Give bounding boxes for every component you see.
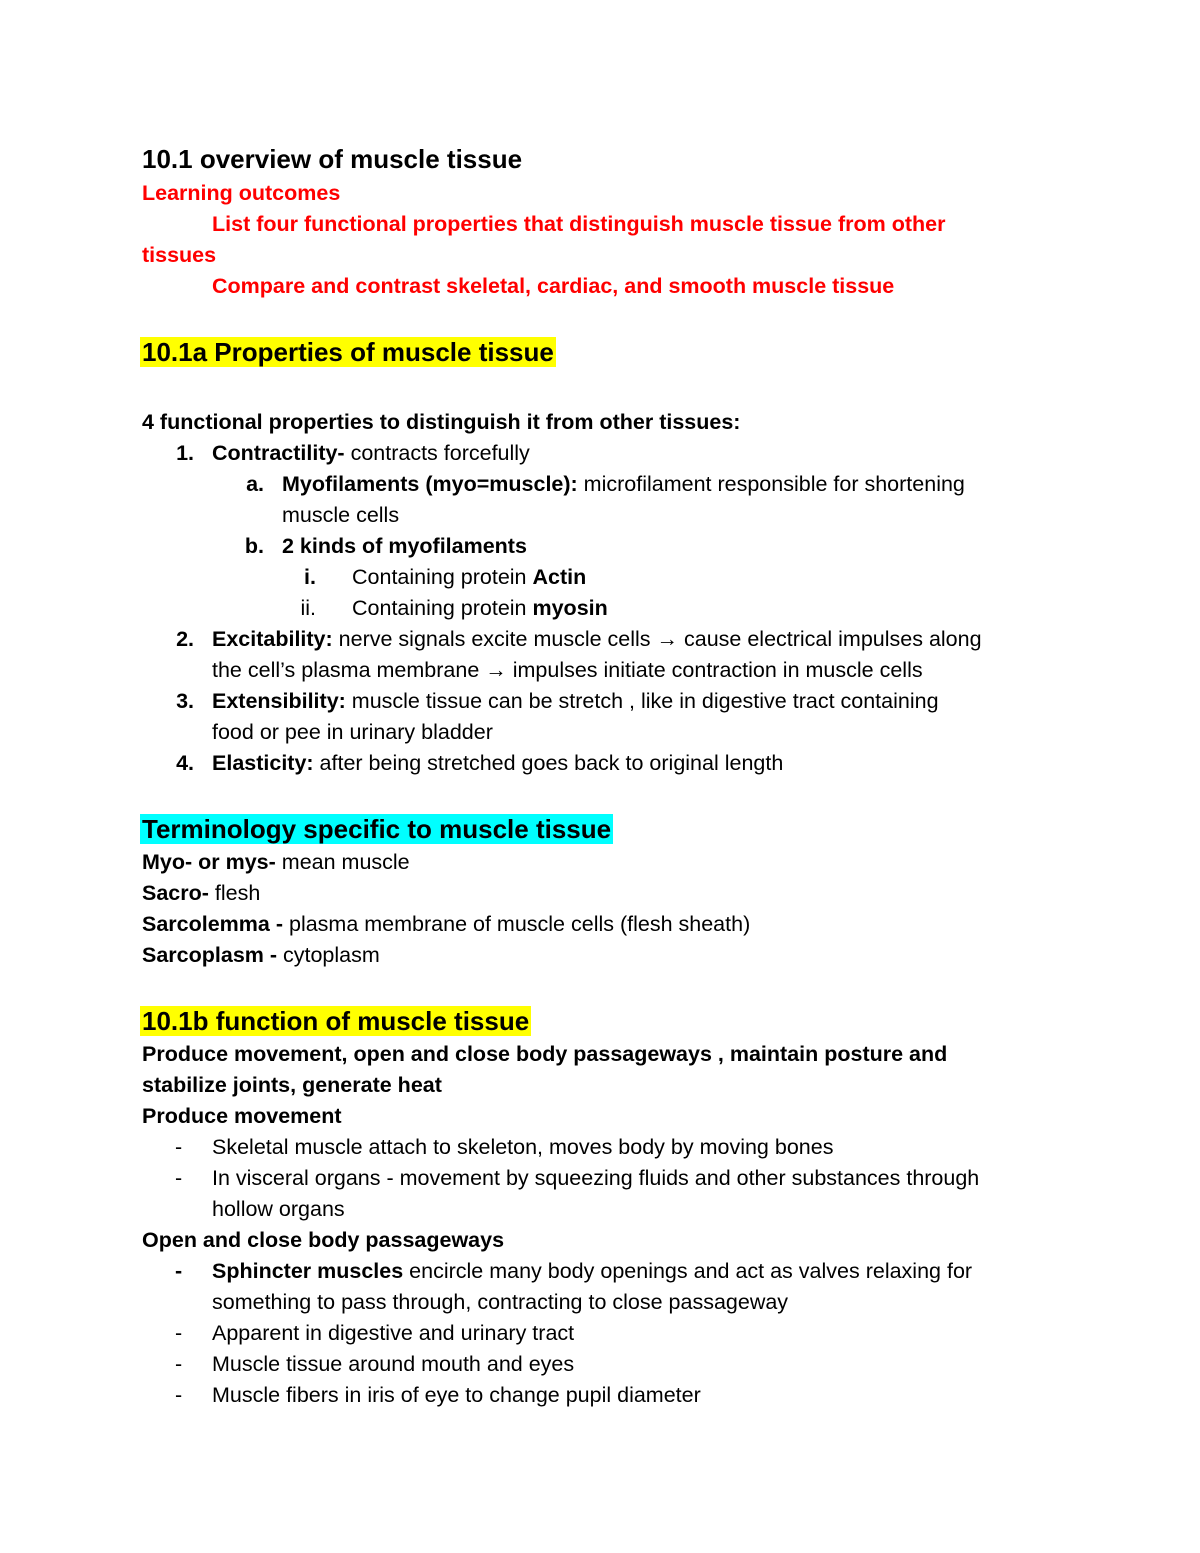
property-term: Extensibility: [212,689,346,713]
dash-bullet: - [175,1166,183,1190]
list-letter: b. [244,534,264,558]
outcome-1-line-1: List four functional properties that distinguish muscle tissue from other [212,212,946,236]
term-sacro [142,878,1200,909]
property-term: Elasticity: [212,751,314,775]
section-a-heading-wrap [140,334,556,370]
term-label: Sarcolemma - [142,912,284,936]
outcome-1-line-2: tissues [142,243,217,267]
bullet-text: Apparent in digestive and urinary tract [212,1321,575,1345]
term-label: Sarcoplasm - [142,943,278,967]
property-term: Excitability: [212,627,333,651]
terminology-heading: Terminology specific to muscle tissue [142,814,612,844]
bullet-text-cont: hollow organs [212,1197,345,1221]
section-b-heading: 10.1b function of muscle tissue [142,1006,530,1036]
sub-sub-text: Containing protein [352,596,533,620]
sub-item-term: 2 kinds of myofilaments [282,534,527,558]
section-b-heading-wrap [140,1003,531,1039]
property-text-cont: food or pee in urinary bladder [212,720,493,744]
sub-item-text: microfilament responsible for shortening [577,472,965,496]
sub-item-term: Myofilaments (myo=muscle): [282,472,578,496]
sub-sub-text: Containing protein [352,565,533,589]
learning-outcomes-label: Learning outcomes [142,181,341,205]
dash-bullet: - [175,1383,183,1407]
subheading-produce-movement: Produce movement [142,1104,342,1128]
subheading-passageways: Open and close body passageways [142,1228,505,1252]
list-letter: a. [246,472,264,496]
bullet-text: Skeletal muscle attach to skeleton, moves body by moving bones [212,1135,834,1159]
term-label: Myo- or mys- [142,850,276,874]
list-roman: i. [304,565,316,589]
property-text: contracts forcefully [344,441,530,465]
terminology-heading-wrap [140,811,613,847]
sub-sub-term: Actin [532,565,587,589]
section-a-heading: 10.1a Properties of muscle tissue [142,337,554,367]
term-sarcoplasm [142,940,1200,971]
list-number: 3. [176,689,194,713]
bullet-text: Muscle tissue around mouth and eyes [212,1352,575,1376]
bullet-text: Muscle fibers in iris of eye to change pupil diameter [212,1383,701,1407]
property-term: Contractility- [212,441,345,465]
dash-bullet: - [175,1259,183,1283]
property-text: after being stretched goes back to original length [313,751,784,775]
functions-summary-line-1: Produce movement, open and close body passageways , maintain posture and [142,1042,948,1066]
sub-item-text-cont: muscle cells [282,503,400,527]
dash-bullet: - [175,1352,183,1376]
sub-sub-term: myosin [532,596,608,620]
list-number: 2. [176,627,194,651]
functions-summary-line-2: stabilize joints, generate heat [142,1073,442,1097]
page-title: 10.1 overview of muscle tissue [142,144,523,174]
property-text-cont: the cell’s plasma membrane → impulses initiate contraction in muscle cells [212,658,923,682]
term-definition: plasma membrane of muscle cells (flesh sheath) [283,912,751,936]
property-text: muscle tissue can be stretch , like in digestive tract containing [345,689,939,713]
term-definition: flesh [208,881,261,905]
term-myo [142,847,1200,878]
properties-intro: 4 functional properties to distinguish it from other tissues: [142,410,741,434]
dash-bullet: - [175,1321,183,1345]
term-label: Sacro- [142,881,209,905]
term-definition: mean muscle [275,850,410,874]
bullet-text-cont: something to pass through, contracting to close passageway [212,1290,789,1314]
property-text: nerve signals excite muscle cells → cause electrical impulses along [332,627,982,651]
bullet-text: In visceral organs - movement by squeezing fluids and other substances through [212,1166,980,1190]
list-number: 4. [176,751,194,775]
term-definition: cytoplasm [277,943,380,967]
outcome-2: Compare and contrast skeletal, cardiac, and smooth muscle tissue [212,274,895,298]
list-roman: ii. [300,596,316,620]
list-number: 1. [176,441,194,465]
bullet-term: Sphincter muscles [212,1259,404,1283]
term-sarcolemma [142,909,1200,940]
bullet-text: encircle many body openings and act as valves relaxing for [403,1259,973,1283]
dash-bullet: - [175,1135,183,1159]
